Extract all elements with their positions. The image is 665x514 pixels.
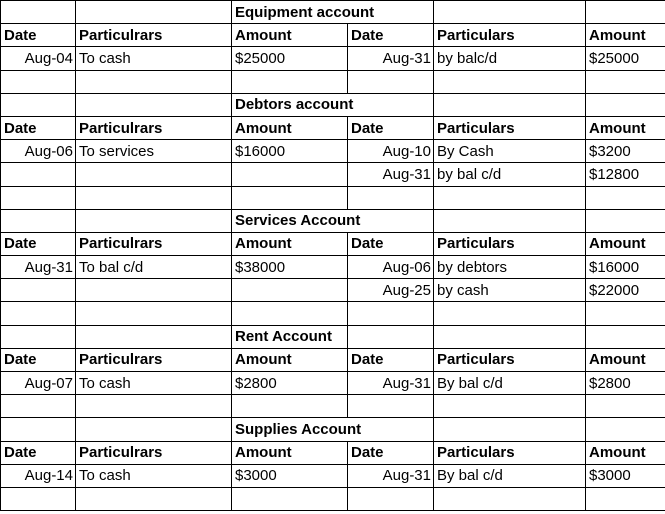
col-header-date-left[interactable]: Date [1,232,76,255]
date-cell-right[interactable]: Aug-31 [348,464,434,487]
col-header-particulars-right[interactable]: Particulars [434,232,586,255]
col-header-date-right[interactable]: Date [348,348,434,371]
amount-cell-left[interactable]: $3000 [232,464,348,487]
col-header-amount-right[interactable]: Amount [586,348,665,371]
column-header-row [1,116,665,139]
particulars-cell-right[interactable]: By Cash [434,140,586,163]
empty-cell[interactable] [434,186,586,209]
account-title-row [1,209,665,232]
entry-row [1,372,665,395]
empty-cell[interactable] [232,395,348,418]
empty-cell[interactable] [586,325,665,348]
empty-cell[interactable] [348,487,434,510]
empty-cell[interactable] [76,325,232,348]
col-header-amount-right[interactable]: Amount [586,24,665,47]
empty-cell[interactable] [434,487,586,510]
empty-cell[interactable] [434,418,586,441]
empty-cell[interactable] [232,186,348,209]
amount-cell-right[interactable]: $25000 [586,47,665,70]
col-header-date-right[interactable]: Date [348,116,434,139]
date-cell-right[interactable]: Aug-31 [348,47,434,70]
col-header-date-right[interactable]: Date [348,232,434,255]
particulars-cell-right[interactable]: by balc/d [434,47,586,70]
amount-cell-left[interactable]: $16000 [232,140,348,163]
col-header-amount-left[interactable]: Amount [232,116,348,139]
empty-cell[interactable] [348,325,434,348]
empty-cell[interactable] [76,1,232,24]
empty-cell[interactable] [76,302,232,325]
col-header-date-right[interactable]: Date [348,441,434,464]
amount-cell-left[interactable]: $25000 [232,47,348,70]
date-cell-right[interactable]: Aug-31 [348,372,434,395]
col-header-particulars-right[interactable]: Particulars [434,116,586,139]
date-cell-left[interactable]: Aug-07 [1,372,76,395]
entry-row [1,279,665,302]
amount-cell-right[interactable]: $2800 [586,372,665,395]
empty-cell[interactable] [76,418,232,441]
col-header-date-left[interactable]: Date [1,116,76,139]
amount-cell-left[interactable]: $2800 [232,372,348,395]
col-header-particulars-left[interactable]: Particulrars [76,348,232,371]
col-header-date-right[interactable]: Date [348,24,434,47]
empty-cell[interactable] [348,302,434,325]
empty-cell[interactable] [232,487,348,510]
empty-cell[interactable] [1,487,76,510]
col-header-particulars-left[interactable]: Particulrars [76,116,232,139]
empty-cell[interactable] [434,302,586,325]
spacer-row [1,302,665,325]
particulars-cell-left[interactable] [76,279,232,302]
particulars-cell-left[interactable]: To bal c/d [76,256,232,279]
empty-cell[interactable] [434,325,586,348]
empty-cell[interactable] [434,93,586,116]
col-header-date-left[interactable]: Date [1,24,76,47]
empty-cell[interactable] [434,209,586,232]
empty-cell[interactable] [76,186,232,209]
account-title-row [1,325,665,348]
empty-cell[interactable] [586,1,665,24]
amount-cell-right[interactable]: $12800 [586,163,665,186]
empty-cell[interactable] [348,395,434,418]
account-title-cell[interactable]: Services Account [232,209,434,232]
empty-cell[interactable] [434,395,586,418]
empty-cell[interactable] [1,70,76,93]
account-title-row [1,93,665,116]
amount-cell-right[interactable]: $3000 [586,464,665,487]
empty-cell[interactable] [1,93,76,116]
empty-cell[interactable] [434,70,586,93]
amount-cell-left[interactable] [232,163,348,186]
empty-cell[interactable] [586,186,665,209]
column-header-row [1,24,665,47]
date-cell-right[interactable]: Aug-31 [348,163,434,186]
particulars-cell-right[interactable]: By bal c/d [434,372,586,395]
empty-cell[interactable] [586,487,665,510]
entry-row [1,163,665,186]
entry-row [1,140,665,163]
column-header-row [1,348,665,371]
amount-cell-right[interactable]: $22000 [586,279,665,302]
particulars-cell-left[interactable]: To cash [76,464,232,487]
empty-cell[interactable] [76,487,232,510]
account-title-cell[interactable]: Debtors account [232,93,434,116]
col-header-amount-left[interactable]: Amount [232,24,348,47]
col-header-particulars-left[interactable]: Particulrars [76,441,232,464]
empty-cell[interactable] [586,395,665,418]
particulars-cell-right[interactable]: by cash [434,279,586,302]
date-cell-right[interactable]: Aug-25 [348,279,434,302]
account-title-cell[interactable]: Supplies Account [232,418,434,441]
col-header-particulars-right[interactable]: Particulars [434,348,586,371]
empty-cell[interactable] [586,418,665,441]
col-header-particulars-right[interactable]: Particulars [434,441,586,464]
col-header-amount-left[interactable]: Amount [232,441,348,464]
amount-cell-right[interactable]: $16000 [586,256,665,279]
entry-row [1,464,665,487]
date-cell-right[interactable]: Aug-06 [348,256,434,279]
account-title-row [1,1,665,24]
date-cell-left[interactable]: Aug-14 [1,464,76,487]
empty-cell[interactable] [76,395,232,418]
col-header-particulars-right[interactable]: Particulars [434,24,586,47]
column-header-row [1,232,665,255]
entry-row [1,47,665,70]
amount-cell-left[interactable] [232,279,348,302]
date-cell-left[interactable] [1,163,76,186]
empty-cell[interactable] [586,93,665,116]
col-header-amount-right[interactable]: Amount [586,441,665,464]
empty-cell[interactable] [1,186,76,209]
empty-cell[interactable] [1,325,76,348]
col-header-amount-right[interactable]: Amount [586,232,665,255]
account-title-row [1,418,665,441]
col-header-date-left[interactable]: Date [1,441,76,464]
empty-cell[interactable] [348,186,434,209]
particulars-cell-right[interactable]: by debtors [434,256,586,279]
column-header-row [1,441,665,464]
empty-cell[interactable] [586,209,665,232]
spacer-row [1,487,665,510]
spacer-row [1,395,665,418]
empty-cell[interactable] [1,302,76,325]
particulars-cell-right[interactable]: By bal c/d [434,464,586,487]
entry-row [1,256,665,279]
col-header-particulars-left[interactable]: Particulrars [76,24,232,47]
account-title-cell[interactable]: Rent Account [232,325,348,348]
spacer-row [1,186,665,209]
empty-cell[interactable] [1,209,76,232]
empty-cell[interactable] [586,302,665,325]
empty-cell[interactable] [1,1,76,24]
empty-cell[interactable] [1,418,76,441]
amount-cell-left[interactable]: $38000 [232,256,348,279]
spacer-row [1,70,665,93]
empty-cell[interactable] [76,93,232,116]
particulars-cell-right[interactable]: by bal c/d [434,163,586,186]
particulars-cell-left[interactable]: To cash [76,372,232,395]
empty-cell[interactable] [76,209,232,232]
empty-cell[interactable] [586,70,665,93]
col-header-date-left[interactable]: Date [1,348,76,371]
empty-cell[interactable] [232,70,348,93]
col-header-amount-left[interactable]: Amount [232,232,348,255]
date-cell-left[interactable]: Aug-31 [1,256,76,279]
account-title-cell[interactable]: Equipment account [232,1,434,24]
amount-cell-right[interactable]: $3200 [586,140,665,163]
particulars-cell-left[interactable]: To services [76,140,232,163]
empty-cell[interactable] [76,70,232,93]
empty-cell[interactable] [1,395,76,418]
col-header-amount-right[interactable]: Amount [586,116,665,139]
empty-cell[interactable] [434,1,586,24]
date-cell-left[interactable]: Aug-06 [1,140,76,163]
empty-cell[interactable] [232,302,348,325]
date-cell-left[interactable] [1,279,76,302]
date-cell-left[interactable]: Aug-04 [1,47,76,70]
col-header-particulars-left[interactable]: Particulrars [76,232,232,255]
empty-cell[interactable] [348,70,434,93]
col-header-amount-left[interactable]: Amount [232,348,348,371]
particulars-cell-left[interactable]: To cash [76,47,232,70]
particulars-cell-left[interactable] [76,163,232,186]
date-cell-right[interactable]: Aug-10 [348,140,434,163]
